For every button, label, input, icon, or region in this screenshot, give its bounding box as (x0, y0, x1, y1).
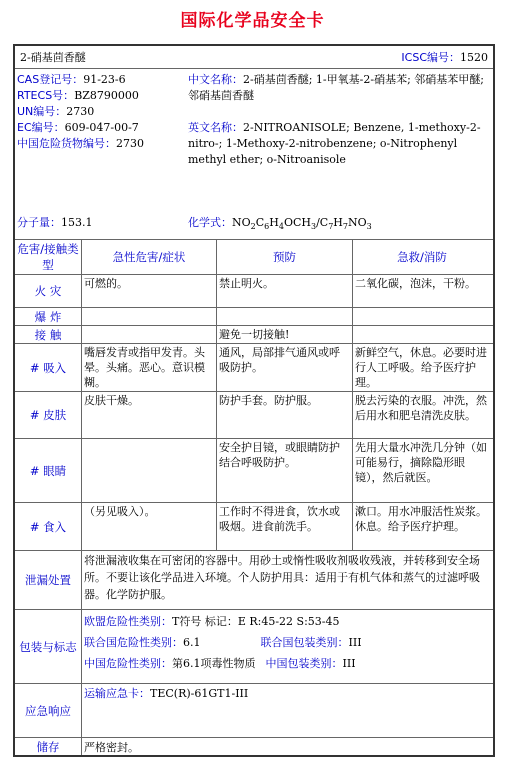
safety-card (13, 44, 495, 757)
table-row: 爆 炸 (15, 308, 493, 326)
identification-block (15, 69, 493, 240)
chemical-formula: 化学式：$NO_2C_6H_4OCH_3/C_7H_7NO_3$ (188, 216, 372, 231)
col-prevention: 预防 (217, 240, 353, 274)
english-name: 英文名称：2-NITROANISOLE; Benzene, 1-methoxy-2-nitro-; 1-Methoxy-2-nitrobenzene; o-Nitrophenyl methyl ether; o-Nitroanisole (188, 121, 481, 166)
molecular-weight: 分子量：153.1 (17, 216, 93, 229)
table-row: 火 灾 可燃的。 禁止明火。 二氧化碳，泡沫，干粉。 (15, 275, 493, 308)
col-type: 危害/接触类型 (15, 240, 82, 274)
table-row: 接 触 避免一切接触! (15, 326, 493, 344)
names-block (188, 72, 488, 168)
emergency-row: 应急响应 运输应急卡：TEC(R)-61GT1-III (15, 684, 493, 738)
table-row: # 眼睛 安全护目镜，或眼睛防护结合呼吸防护。 先用大量水冲洗几分钟（如可能易行，摘除隐形眼镜），然后就医。 (15, 439, 493, 503)
icsc-number: ICSC编号：1520 (401, 51, 488, 64)
table-row: # 食入 （另见吸入）。 工作时不得进食，饮水或吸烟。进食前洗手。 漱口。用水冲服活性炭浆。休息。给予医疗护理。 (15, 503, 493, 551)
table-row: # 吸入 嘴唇发青或指甲发青。头晕。头痛。恶心。意识模糊。 通风，局部排气通风或呼吸防护。 新鲜空气，休息。必要时进行人工呼吸。给予医疗护理。 (15, 344, 493, 392)
table-row: # 皮肤 皮肤干燥。 防护手套。防护服。 脱去污染的衣服。冲洗，然后用水和肥皂清洗皮肤。 (15, 392, 493, 439)
card-header (15, 46, 493, 69)
id-numbers: CAS登记号：91-23-6 RTECS号：BZ8790000 UN编号：2730 EC编号：609-047-00-7 中国危险货物编号：2730 (17, 73, 144, 150)
packaging-row: 包装与标志 欧盟危险性类别：T符号 标记：E R:45-22 S:53-45 联合国危险性类别：6.1 联合国包装类别：III 中国危险性类别：第6.1项毒性物质 中国包装类别：III (15, 610, 493, 684)
spill-row: 泄漏处置 将泄漏液收集在可密闭的容器中。用砂土或惰性吸收剂吸收残液，并转移到安全场所。不要让该化学品进入环境。个人防护用具：适用于有机气体和蒸气的过滤呼吸器。化学防护服。 (15, 551, 493, 610)
chinese-name: 中文名称：2-硝基茴香醚; 1-甲氧基-2-硝基苯; 邻硝基苯甲醚; 邻硝基茴香醚 (188, 73, 484, 102)
card-title: 国际化学品安全卡 (180, 11, 325, 31)
col-acute: 急性危害/症状 (82, 240, 217, 274)
storage-row: 储存 严格密封。 (15, 738, 493, 755)
table-header (15, 240, 493, 275)
chemical-name: 2-硝基茴香醚 (20, 51, 86, 64)
col-firstaid: 急救/消防 (397, 249, 447, 264)
